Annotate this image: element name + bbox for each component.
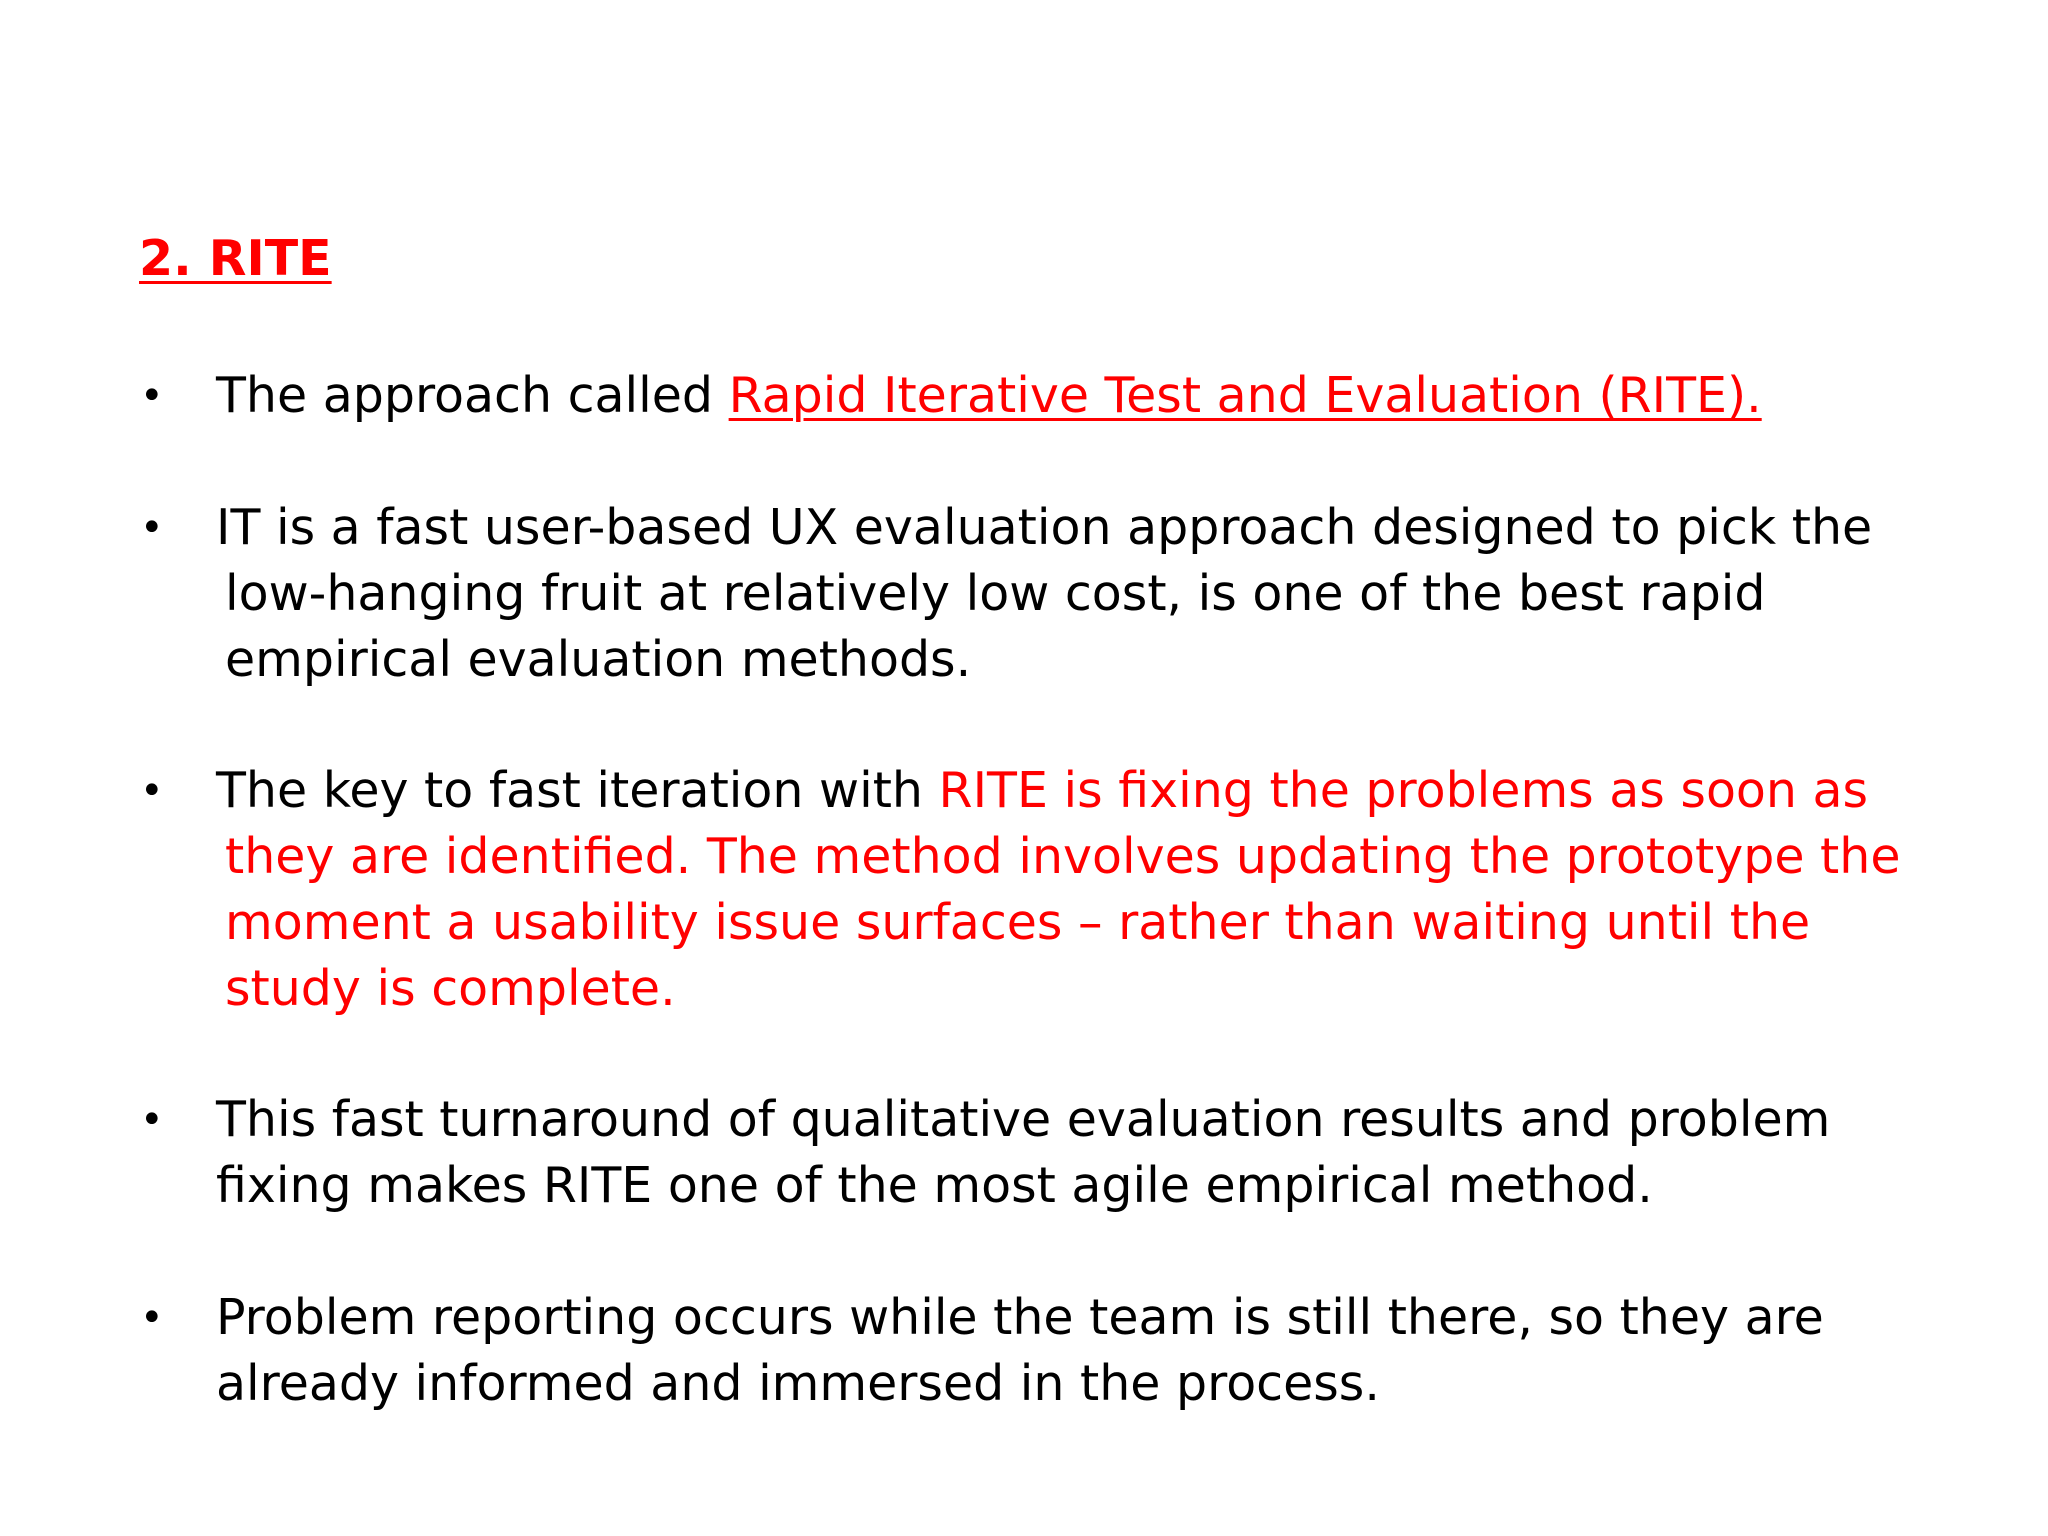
bullet-line: already informed and immersed in the process. [216, 1355, 1380, 1412]
bullet-dot: • [140, 768, 164, 814]
bullet-dot: • [140, 505, 164, 551]
bullet-text-plain: The approach called [216, 367, 729, 424]
bullet-line: Problem reporting occurs while the team is still there, so they are [216, 1289, 1824, 1346]
bullet-line: empirical evaluation methods. [225, 631, 972, 688]
bullet-line-highlight: moment a usability issue surfaces – rather than waiting until the [225, 894, 1811, 951]
bullet-text [216, 1087, 1916, 1219]
bullet-line [216, 758, 1916, 824]
bullet-dot: • [140, 373, 164, 419]
bullet-text [216, 1285, 1916, 1417]
bullet-line [216, 363, 1916, 429]
bullet-text [216, 758, 1916, 1022]
bullet-line: low-hanging fruit at relatively low cost, is one of the best rapid [225, 565, 1766, 622]
bullet-dot: • [140, 1295, 164, 1341]
bullet-line: IT is a fast user-based UX evaluation approach designed to pick the [216, 499, 1873, 556]
bullet-text [216, 363, 1916, 429]
rite-link-text[interactable]: Rapid Iterative Test and Evaluation (RITE). [728, 367, 1762, 424]
bullet-text-plain: The key to fast iteration with [216, 762, 939, 819]
bullet-line: fixing makes RITE one of the most agile empirical method. [216, 1157, 1653, 1214]
bullet-line-highlight: they are identified. The method involves updating the prototype the [225, 828, 1901, 885]
bullet-line: This fast turnaround of qualitative evaluation results and problem [216, 1091, 1831, 1148]
slide-heading: 2. RITE [139, 230, 332, 287]
bullet-dot: • [140, 1097, 164, 1143]
bullet-line-highlight: study is complete. [225, 960, 676, 1017]
bullet-text [216, 495, 1916, 693]
bullet-text-highlight: RITE is fixing the problems as soon as [938, 762, 1869, 819]
